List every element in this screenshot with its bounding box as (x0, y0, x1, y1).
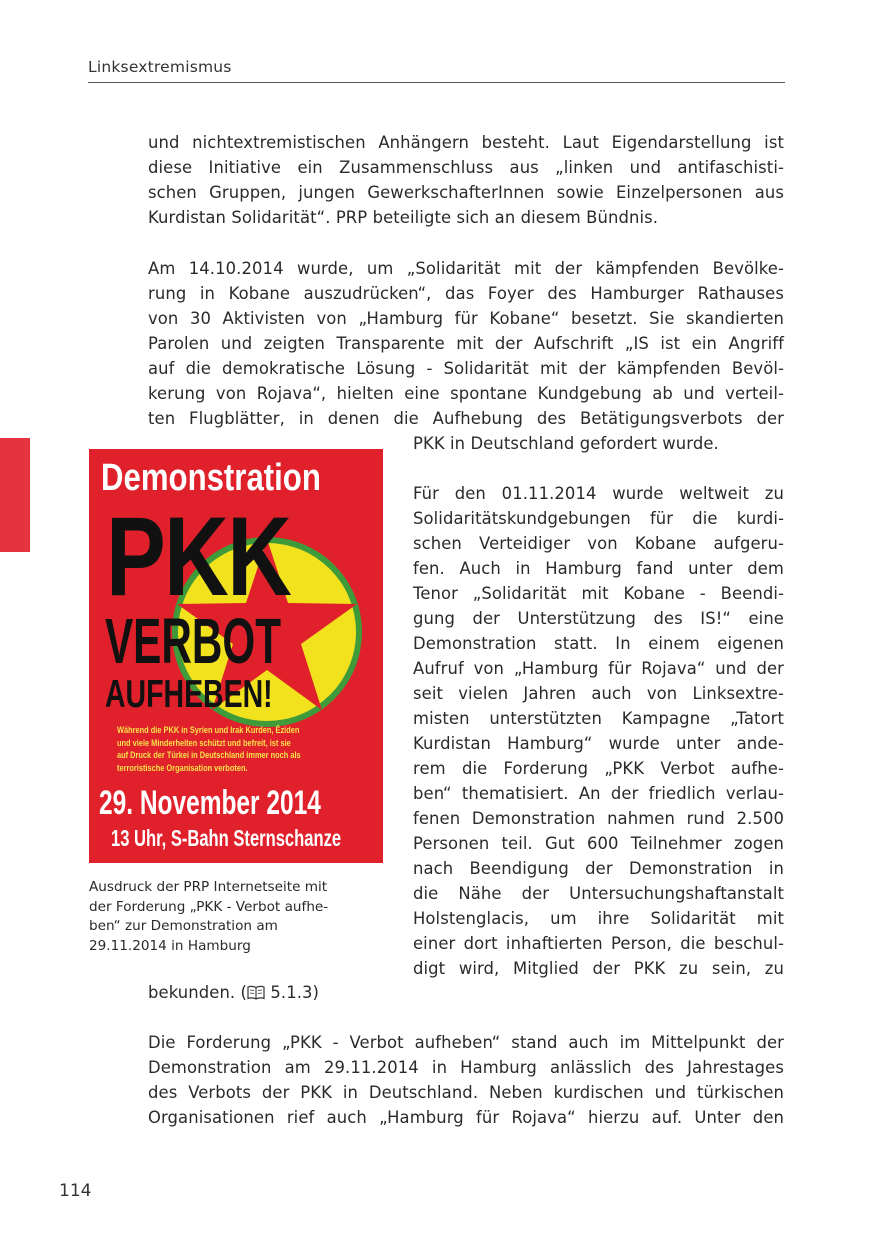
text-line: Für den 01.11.2014 wurde weltweit zu (413, 484, 784, 503)
caption-line: 29.11.2014 in Hamburg (89, 937, 251, 954)
text-line: Parolen und zeigten Transparente mit der Aufschrift „IS ist ein Angriff (148, 334, 784, 353)
text-line: Demonstration statt. In einem eigenen (413, 634, 784, 653)
text-line: die Nähe der Untersuchungshaftanstalt (413, 884, 784, 903)
text-line: schen Verteidiger von Kobane aufgeru- (413, 534, 784, 553)
text-line: gung der Unterstützung des IS!“ eine (413, 609, 784, 628)
text-line: misten unterstützten Kampagne „Tatort (413, 709, 784, 728)
text-line: Solidaritätskundgebungen für die kurdi- (413, 509, 784, 528)
poster-pkk: PKK (106, 494, 291, 619)
caption-line: Ausdruck der PRP Internetseite mit (89, 879, 328, 895)
text-line: PKK in Deutschland gefordert wurde. (413, 434, 719, 453)
poster-body-text: Während die PKK in Syrien und Irak Kurden, Êziden und viele Minderheiten schützt und befreit, ist sie auf Druck der Türkei in Deutschland immer noch als terroristische Organisation verboten. (117, 725, 301, 774)
text-line: Die Forderung „PKK - Verbot aufheben“ stand auch im Mittelpunkt der (148, 1033, 784, 1052)
text-line: Kurdistan Solidarität“. PRP beteiligte sich an diesem Bündnis. (148, 208, 659, 227)
paragraph-2-tail (413, 431, 784, 456)
text-line: Tenor „Solidarität mit Kobane - Beendi- (413, 584, 784, 603)
poster-aufheben: AUFHEBEN! (105, 673, 273, 716)
paragraph-1 (148, 130, 784, 230)
caption-line: der Forderung „PKK - Verbot aufhe- (89, 898, 329, 915)
poster-date: 29. November 2014 (99, 784, 321, 822)
poster-title: Demonstration (101, 457, 321, 499)
text-line: nach Beendigung der Demonstration in (413, 859, 784, 878)
text-line: rung in Kobane auszudrücken“, das Foyer des Hamburger Rathauses (148, 284, 784, 303)
image-caption (89, 878, 374, 956)
text-line: Demonstration am 29.11.2014 in Hamburg anlässlich des Jahrestages (148, 1058, 784, 1077)
text-line: diese Initiative ein Zusammenschluss aus „linken und antifaschisti- (148, 158, 784, 177)
poster-place: 13 Uhr, S-Bahn Sternschanze (111, 825, 342, 851)
paragraph-4 (148, 1030, 784, 1130)
paragraph-2 (148, 256, 784, 431)
book-icon (247, 985, 265, 1000)
text-line: und nichtextremistischen Anhängern besteht. Laut Eigendarstellung ist (148, 133, 784, 152)
text-line: Kurdistan Hamburg“ wurde unter ande- (413, 734, 784, 753)
text-line: auf die demokratische Lösung - Solidarität mit der kämpfenden Bevöl- (148, 359, 784, 378)
page-number: 114 (59, 1181, 92, 1201)
text-line: ten Flugblätter, in denen die Aufhebung des Betätigungsverbots der (148, 409, 784, 428)
chapter-tab-marker (0, 438, 30, 552)
text-line: Aufruf von „Hamburg für Rojava“ und der (413, 659, 784, 678)
text-line: rem die Forderung „PKK Verbot aufhe- (413, 759, 784, 778)
text-line: fen. Auch in Hamburg fand unter dem (413, 559, 784, 578)
text-line: einer dort inhaftierten Person, die beschul- (413, 934, 784, 953)
text-line: Organisationen rief auch „Hamburg für Rojava“ hierzu auf. Unter den (148, 1108, 784, 1127)
text-line: Personen teil. Gut 600 Teilnehmer zogen (413, 834, 784, 853)
poster-verbot: VERBOT (105, 605, 282, 677)
text-line: von 30 Aktivisten von „Hamburg für Kobane“ besetzt. Sie skandierten (148, 309, 784, 328)
text-line: schen Gruppen, jungen GewerkschafterInnen sowie Einzelpersonen aus (148, 183, 784, 202)
paragraph-3-tail (148, 980, 784, 1005)
header-divider (88, 82, 785, 83)
text-line: seit vielen Jahren auch von Linksextre- (413, 684, 784, 703)
demonstration-poster-image (89, 449, 383, 863)
caption-line: ben“ zur Demonstration am (89, 918, 278, 934)
running-header: Linksextremismus (88, 58, 232, 76)
text-line: Am 14.10.2014 wurde, um „Solidarität mit der kämpfenden Bevölke- (148, 259, 784, 278)
text-line: digt wird, Mitglied der PKK zu sein, zu (413, 959, 784, 978)
text-line: bekunden. ( 5.1.3) (148, 983, 320, 1002)
text-line: fenen Demonstration nahmen rund 2.500 (413, 809, 784, 828)
text-line: kerung von Rojava“, hielten eine spontane Kundgebung ab und verteil- (148, 384, 784, 403)
paragraph-3 (413, 481, 784, 981)
text-line: des Verbots der PKK in Deutschland. Neben kurdischen und türkischen (148, 1083, 784, 1102)
text-line: ben“ thematisiert. An der friedlich verlau- (413, 784, 784, 803)
text-line: Holstenglacis, um ihre Solidarität mit (413, 909, 784, 928)
